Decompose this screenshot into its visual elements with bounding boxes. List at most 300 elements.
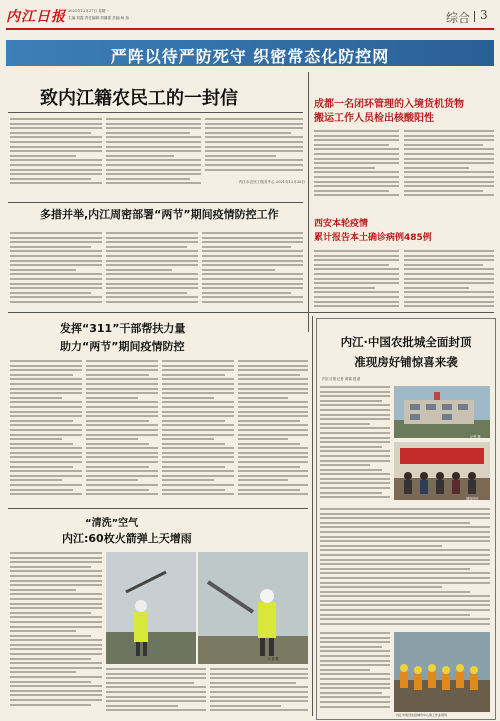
text-line: [106, 123, 201, 125]
text-line: [238, 447, 308, 449]
text-line: [320, 623, 490, 625]
text-line: [314, 301, 399, 303]
text-line: [10, 447, 82, 449]
text-line: [314, 259, 399, 261]
text-line: [320, 414, 390, 416]
xian-title-line1: 西安本轮疫情: [314, 219, 369, 229]
text-line: [205, 155, 276, 157]
text-line: [320, 595, 490, 597]
text-line: [320, 492, 382, 494]
text-line: [320, 701, 390, 703]
text-line: [205, 141, 303, 143]
text-line: [106, 232, 198, 234]
text-line: [238, 415, 308, 417]
text-line: [10, 388, 82, 390]
text-line: [10, 278, 102, 280]
text-line: [10, 369, 82, 371]
text-line: [86, 369, 158, 371]
text-line: [10, 612, 91, 614]
text-line: [320, 395, 390, 397]
text-line: [10, 178, 91, 180]
text-line: [106, 178, 190, 180]
text-line: [404, 153, 494, 155]
market-workers-photo: [394, 632, 490, 712]
text-line: [106, 705, 178, 707]
section-name: 综合: [446, 11, 471, 25]
text-line: [10, 136, 102, 138]
text-line: [162, 470, 234, 472]
text-line: [238, 443, 300, 445]
text-line: [320, 650, 390, 652]
text-line: [202, 292, 291, 294]
text-line: [162, 475, 234, 477]
text-line: [202, 232, 303, 234]
text-line: [10, 475, 82, 477]
text-line: [10, 456, 82, 458]
text-line: [404, 167, 469, 169]
text-line: [10, 273, 102, 275]
cadres-body-col1: [10, 360, 82, 500]
workers-photo-caption: 内江市建设农批城市中心施工作业现场: [396, 713, 448, 717]
text-line: [10, 479, 62, 481]
text-line: [210, 682, 296, 684]
text-line: [320, 404, 390, 406]
page-number: 3: [480, 8, 488, 22]
text-line: [238, 378, 308, 380]
text-line: [162, 452, 234, 454]
text-line: [106, 691, 206, 693]
text-line: [210, 668, 308, 670]
text-line: [10, 438, 62, 440]
text-line: [320, 464, 370, 466]
text-line: [238, 452, 308, 454]
text-line: [10, 644, 102, 646]
text-line: [106, 246, 187, 248]
text-line: [205, 132, 291, 134]
text-line: [10, 169, 102, 171]
text-line: [238, 456, 308, 458]
text-line: [86, 383, 158, 385]
text-line: [10, 250, 102, 252]
text-line: [162, 369, 234, 371]
text-line: [10, 429, 82, 431]
text-line: [106, 287, 198, 289]
text-line: [320, 559, 490, 561]
text-line: [314, 139, 399, 141]
farm-market-title-line2: 准现房好铺惊喜来袭: [354, 355, 458, 369]
text-line: [106, 169, 201, 171]
letter-body-col1: [10, 118, 102, 188]
text-line: [404, 250, 494, 252]
text-line: [10, 452, 82, 454]
text-line: [238, 369, 308, 371]
text-line: [238, 420, 300, 422]
text-line: [10, 434, 82, 436]
text-line: [320, 568, 470, 570]
text-line: [238, 388, 308, 390]
text-line: [238, 475, 308, 477]
text-line: [106, 682, 194, 684]
text-line: [238, 411, 308, 413]
text-line: [10, 589, 76, 591]
text-line: [10, 292, 91, 294]
letter-signature: 内江市农民工服务中心 2021年12月26日: [238, 180, 305, 184]
text-line: [10, 704, 91, 706]
text-line: [10, 269, 76, 271]
date-line: 2021年12月27日 星期一: [68, 9, 109, 13]
text-line: [320, 409, 390, 411]
masthead: [0, 0, 500, 34]
text-line: [162, 360, 234, 362]
text-line: [106, 709, 206, 711]
text-line: [106, 159, 201, 161]
letter-body-col2: [106, 118, 201, 188]
text-line: [404, 259, 494, 261]
text-line: [404, 296, 494, 298]
text-line: [202, 296, 303, 298]
text-line: [210, 686, 308, 688]
text-line: [86, 411, 158, 413]
text-line: [202, 241, 303, 243]
text-line: [10, 411, 82, 413]
text-line: [10, 378, 82, 380]
text-line: [86, 424, 158, 426]
text-line: [86, 397, 138, 399]
text-line: [320, 600, 490, 602]
text-line: [86, 447, 158, 449]
text-line: [320, 418, 390, 420]
measures-title: 多措并举,内江周密部署“两节”期间疫情防控工作: [40, 208, 279, 221]
text-line: [106, 255, 198, 257]
text-line: [320, 554, 490, 556]
text-line: [86, 479, 138, 481]
text-line: [314, 176, 399, 178]
text-line: [10, 383, 82, 385]
text-line: [320, 563, 490, 565]
text-line: [10, 566, 91, 568]
text-line: [238, 429, 308, 431]
text-line: [404, 181, 494, 183]
text-line: [404, 148, 494, 150]
text-line: [210, 677, 308, 679]
text-line: [205, 159, 303, 161]
text-line: [86, 443, 149, 445]
text-line: [10, 685, 102, 687]
text-line: [320, 641, 390, 643]
chengdu-title-line1: 成都一名闭环管理的入境货机货物: [314, 99, 464, 110]
text-line: [238, 406, 308, 408]
text-line: [205, 127, 303, 129]
text-line: [10, 241, 102, 243]
text-line: [86, 466, 149, 468]
text-line: [162, 479, 214, 481]
text-line: [238, 424, 308, 426]
text-line: [86, 392, 158, 394]
text-line: [314, 167, 375, 169]
text-line: [10, 470, 82, 472]
text-line: [10, 301, 102, 303]
text-line: [314, 268, 399, 270]
text-line: [210, 700, 308, 702]
text-line: [10, 132, 91, 134]
text-line: [10, 360, 82, 362]
text-line: [10, 621, 102, 623]
text-line: [320, 632, 390, 634]
text-line: [314, 282, 399, 284]
text-line: [86, 484, 158, 486]
text-line: [238, 493, 308, 495]
farm-market-body-col3: [320, 632, 390, 712]
text-line: [202, 287, 303, 289]
text-line: [10, 397, 62, 399]
text-line: [86, 420, 149, 422]
text-line: [10, 557, 102, 559]
text-line: [404, 268, 494, 270]
text-line: [162, 401, 234, 403]
text-line: [10, 164, 102, 166]
text-line: [320, 423, 370, 425]
text-line: [10, 607, 102, 609]
text-line: [10, 141, 102, 143]
text-line: [162, 397, 214, 399]
text-line: [106, 296, 198, 298]
text-line: [314, 264, 389, 266]
text-line: [162, 434, 234, 436]
text-line: [320, 586, 442, 588]
text-line: [162, 466, 225, 468]
chengdu-body-col2: [404, 130, 494, 200]
letter-title: 致内江籍农民工的一封信: [40, 88, 238, 109]
text-line: [320, 517, 490, 519]
text-line: [320, 655, 390, 657]
text-line: [10, 443, 73, 445]
text-line: [320, 549, 490, 551]
text-line: [86, 461, 158, 463]
clean-air-body-col2: [106, 668, 206, 716]
market-ceremony-photo: [394, 442, 490, 500]
text-line: [86, 388, 158, 390]
text-line: [10, 561, 102, 563]
text-line: [205, 118, 303, 120]
text-line: [238, 489, 300, 491]
text-line: [238, 360, 308, 362]
text-line: [314, 194, 399, 196]
text-line: [314, 273, 399, 275]
text-line: [106, 700, 206, 702]
text-line: [238, 365, 308, 367]
text-line: [162, 378, 234, 380]
text-line: [10, 616, 102, 618]
text-line: [10, 658, 91, 660]
text-line: [106, 164, 201, 166]
text-line: [320, 496, 390, 498]
text-line: [320, 478, 390, 480]
text-line: [404, 190, 483, 192]
text-line: [320, 386, 390, 388]
text-line: [86, 415, 158, 417]
xian-title-line2: 累计报告本土确诊病例485例: [314, 233, 432, 243]
text-line: [210, 696, 308, 698]
text-line: [162, 415, 234, 417]
text-line: [205, 164, 303, 166]
text-line: [106, 273, 198, 275]
text-line: [202, 237, 303, 239]
text-line: [202, 301, 303, 303]
text-line: [404, 144, 483, 146]
text-line: [10, 676, 102, 678]
farm-market-byline: 内江日报记者 黄斌 报道: [322, 377, 361, 381]
text-line: [320, 618, 490, 620]
text-line: [404, 305, 494, 307]
text-line: [162, 392, 234, 394]
text-line: [210, 691, 308, 693]
text-line: [404, 291, 494, 293]
text-line: [314, 291, 399, 293]
text-line: [404, 171, 494, 173]
text-line: [202, 283, 303, 285]
text-line: [320, 536, 490, 538]
text-line: [162, 406, 234, 408]
text-line: [202, 255, 303, 257]
text-line: [404, 255, 494, 257]
farm-market-body-col2: [320, 508, 490, 628]
text-line: [162, 456, 234, 458]
text-line: [314, 158, 399, 160]
text-line: [10, 635, 91, 637]
text-line: [10, 630, 76, 632]
text-line: [238, 461, 308, 463]
text-line: [10, 123, 102, 125]
text-line: [10, 552, 102, 554]
measures-top-rule: [8, 202, 303, 203]
text-line: [10, 694, 102, 696]
text-line: [320, 540, 490, 542]
text-line: [205, 123, 303, 125]
column-divider-vertical-lower: [312, 316, 313, 716]
text-line: [404, 282, 494, 284]
text-line: [162, 388, 234, 390]
clean-air-title: 内江:60枚火箭弹上天增雨: [62, 532, 192, 545]
text-line: [106, 182, 201, 184]
text-line: [320, 678, 390, 680]
text-line: [106, 250, 198, 252]
text-line: [162, 374, 225, 376]
text-line: [238, 466, 300, 468]
text-line: [162, 424, 234, 426]
letter-title-underline: [8, 112, 303, 113]
text-line: [86, 374, 149, 376]
text-line: [320, 437, 390, 439]
text-line: [202, 264, 303, 266]
text-line: [162, 438, 214, 440]
text-line: [205, 169, 303, 171]
text-line: [320, 696, 390, 698]
text-line: [162, 420, 225, 422]
text-line: [10, 365, 82, 367]
text-line: [162, 429, 234, 431]
text-line: [10, 159, 102, 161]
text-line: [320, 637, 390, 639]
text-line: [86, 438, 138, 440]
text-line: [10, 653, 102, 655]
text-line: [320, 455, 390, 457]
measures-body-col1: [10, 232, 102, 307]
text-line: [106, 241, 198, 243]
text-line: [10, 392, 82, 394]
text-line: [404, 176, 494, 178]
measures-body-col3: [202, 232, 303, 307]
text-line: [320, 582, 490, 584]
cadres-body-col3: [162, 360, 234, 500]
text-line: [210, 709, 308, 711]
text-line: [106, 677, 206, 679]
text-line: [106, 118, 201, 120]
text-line: [314, 144, 389, 146]
text-line: [320, 427, 390, 429]
text-line: [10, 255, 102, 257]
text-line: [320, 664, 390, 666]
text-line: [106, 686, 206, 688]
text-line: [10, 406, 82, 408]
text-line: [320, 692, 382, 694]
text-line: [202, 278, 303, 280]
text-line: [320, 473, 390, 475]
text-line: [320, 572, 490, 574]
cadres-title-line1: 发挥“311”干部帮扶力量: [60, 322, 186, 335]
text-line: [314, 287, 375, 289]
rocket-operator-photo: [198, 552, 308, 664]
text-line: [106, 150, 201, 152]
text-line: [320, 577, 490, 579]
text-line: [238, 434, 308, 436]
text-line: [162, 443, 225, 445]
text-line: [404, 185, 494, 187]
text-line: [314, 185, 399, 187]
text-line: [202, 269, 275, 271]
xian-body-col1: [314, 250, 399, 310]
text-line: [106, 301, 198, 303]
clean-air-body-col1: [10, 552, 102, 712]
text-line: [10, 603, 102, 605]
text-line: [86, 360, 158, 362]
text-line: [10, 662, 102, 664]
text-line: [106, 237, 198, 239]
text-line: [162, 447, 234, 449]
text-line: [10, 420, 73, 422]
text-line: [106, 673, 206, 675]
text-line: [205, 150, 303, 152]
text-line: [10, 118, 102, 120]
text-line: [202, 246, 291, 248]
rocket-photo-credit: 记者 摄: [268, 657, 279, 661]
xian-body-col2: [404, 250, 494, 310]
text-line: [10, 182, 102, 184]
text-line: [202, 250, 303, 252]
text-line: [86, 475, 158, 477]
text-line: [10, 681, 91, 683]
text-line: [106, 127, 201, 129]
text-line: [10, 127, 102, 129]
section-rule-mid: [8, 312, 494, 313]
text-line: [238, 392, 308, 394]
text-line: [320, 646, 382, 648]
text-line: [320, 432, 390, 434]
text-line: [10, 580, 102, 582]
text-line: [86, 489, 149, 491]
text-line: [86, 429, 158, 431]
text-line: [106, 668, 206, 670]
text-line: [10, 639, 102, 641]
